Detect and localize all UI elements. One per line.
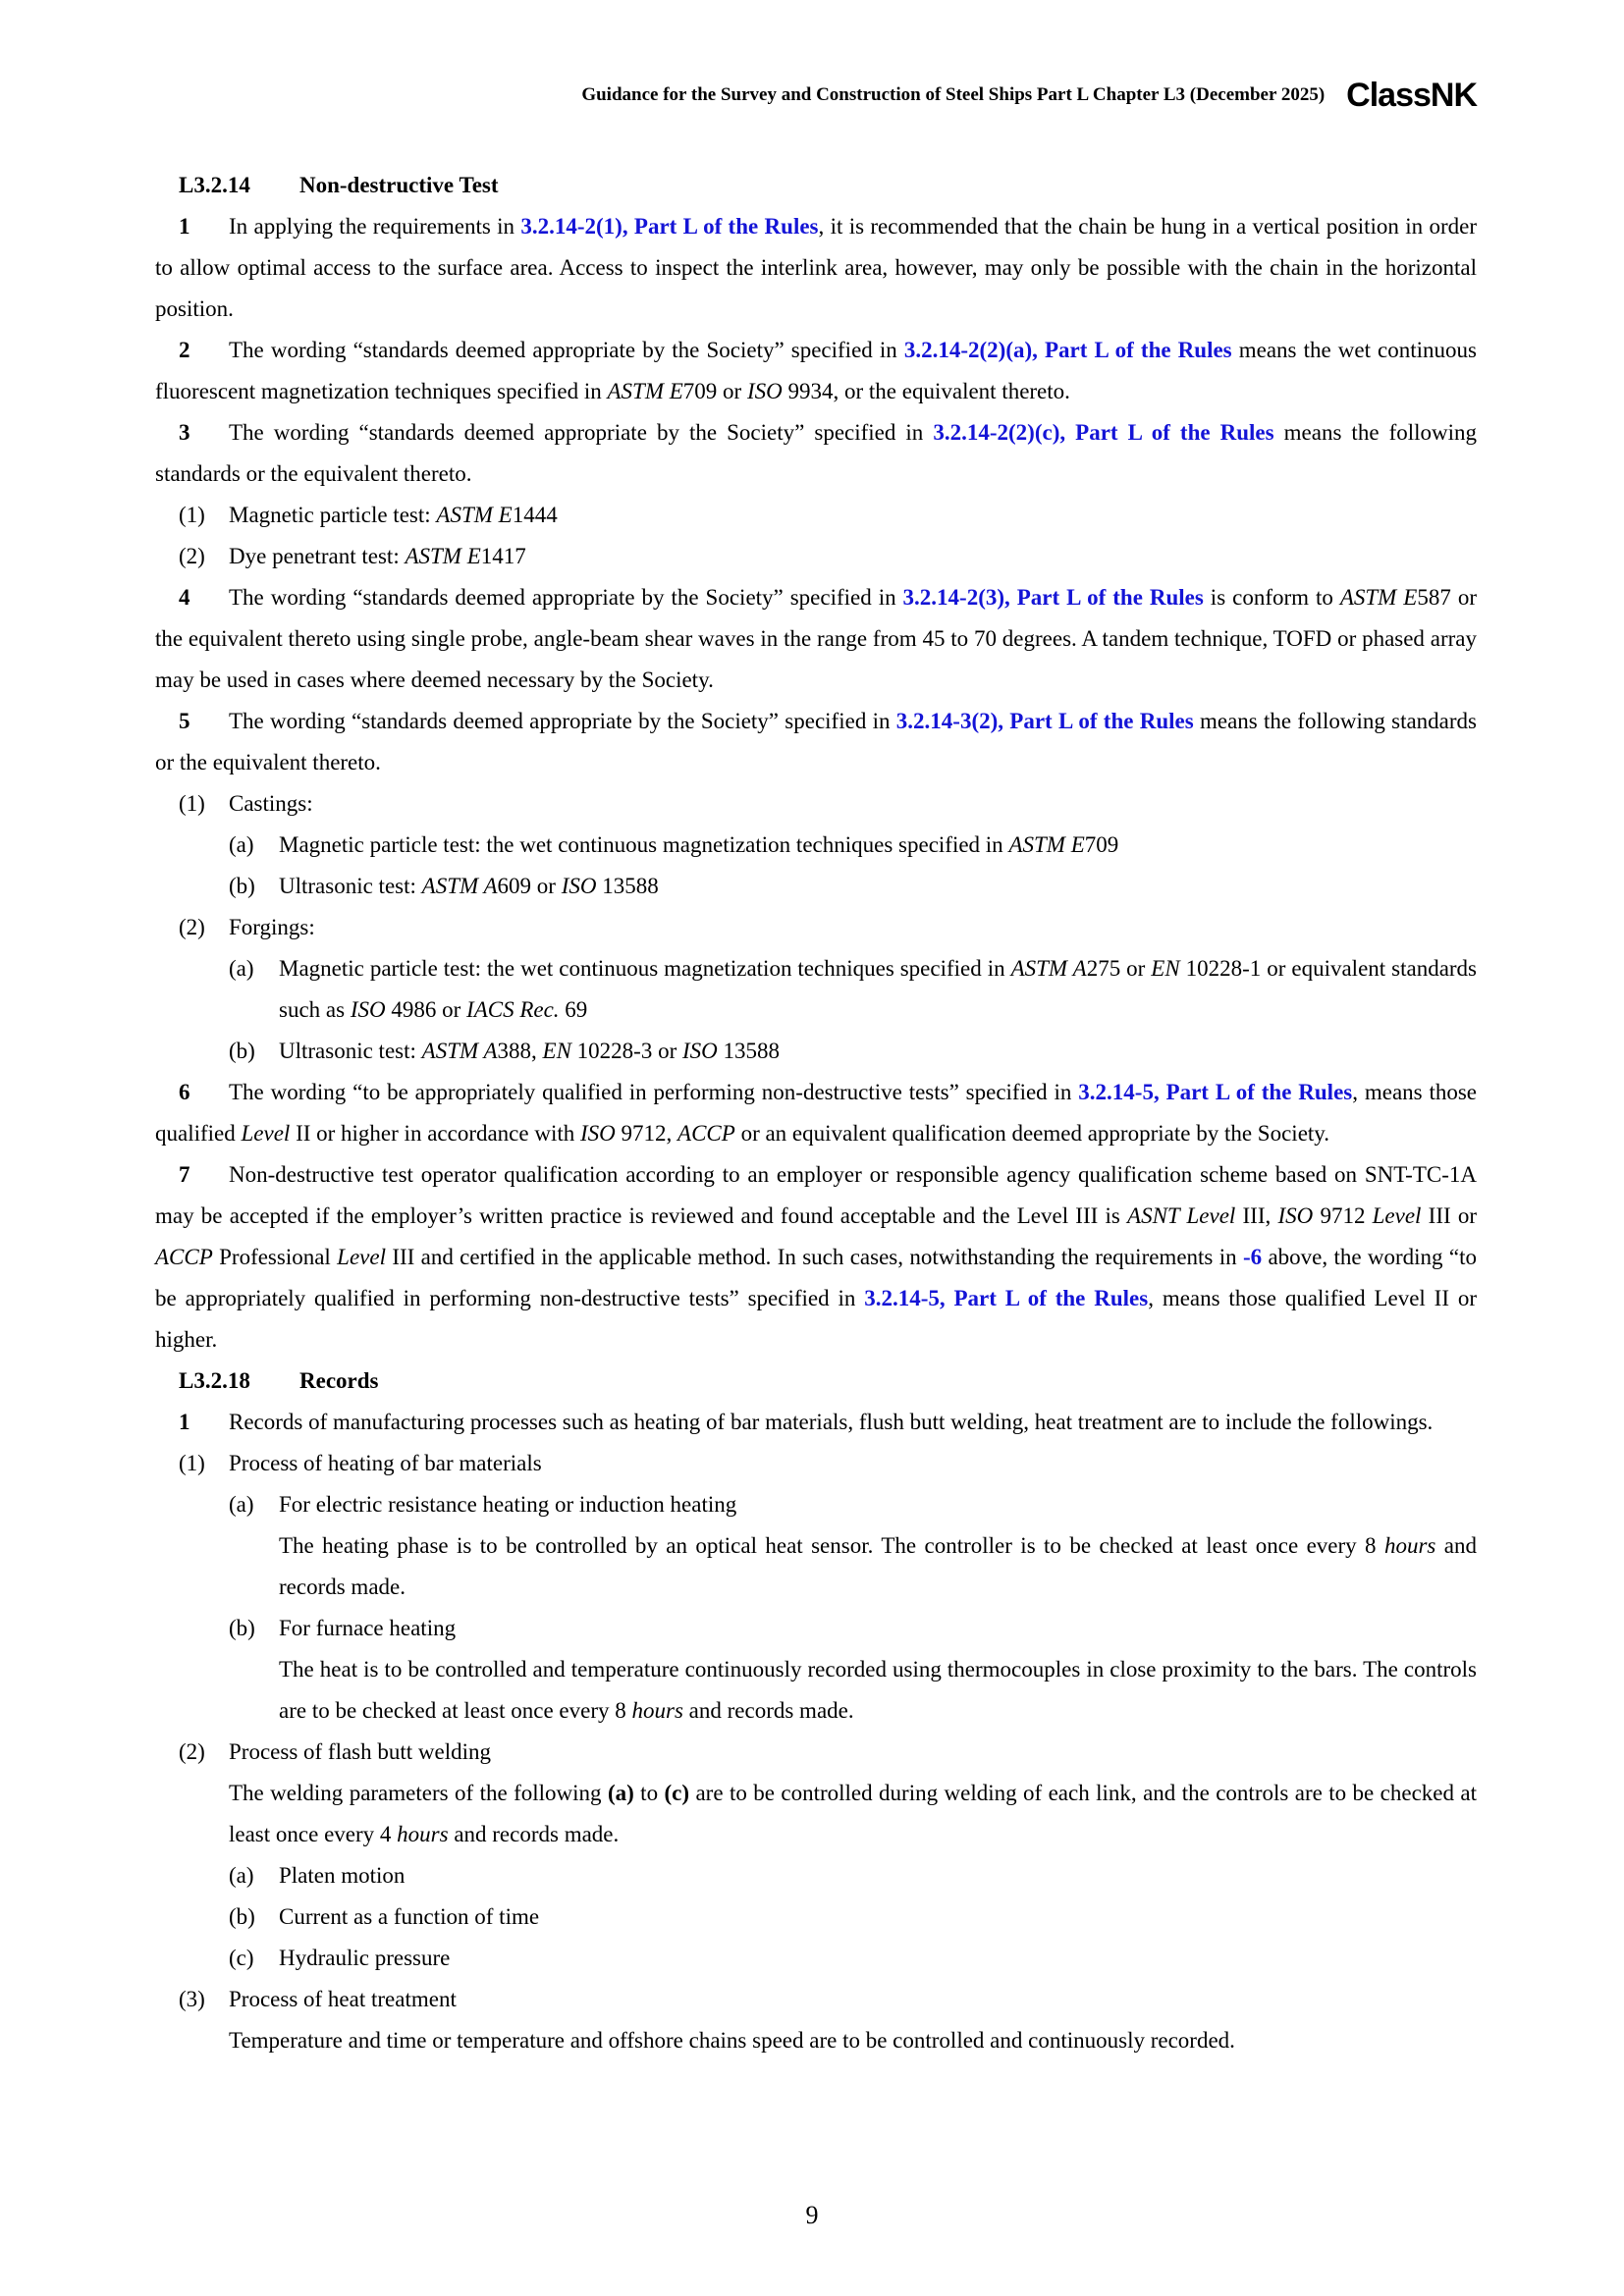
rule-reference-link[interactable]: 3.2.14-2(1), Part L of the Rules	[520, 214, 819, 239]
list-item-forgings: (2) Forgings:	[179, 915, 315, 939]
sub-list-item: (b) Current as a function of time	[229, 1904, 540, 1929]
paragraph-number: 1	[179, 1410, 190, 1434]
paragraph-1: 1 Records of manufacturing processes such as heating of bar materials, flush butt welding, heat treatment are to include the followings.	[155, 1402, 1477, 1443]
paragraph-5: 5 The wording “standards deemed appropriate by the Society” specified in 3.2.14-3(2), Part L of the Rules means the following standards or the equivalent thereto.	[155, 701, 1477, 783]
item-body: Temperature and time or temperature and offshore chains speed are to be controlled and continuously recorded.	[229, 2028, 1235, 2053]
paragraph-1: 1 In applying the requirements in 3.2.14-2(1), Part L of the Rules, it is recommended that the chain be hung in a vertical position in order to allow optimal access to the surface area. Access to inspect the interlink area, however, may only be possible with the chain in the horizontal position.	[155, 206, 1477, 330]
paragraph-number: 2	[179, 338, 190, 362]
rule-reference-link[interactable]: 3.2.14-2(2)(a), Part L of the Rules	[903, 338, 1232, 362]
list-item-castings: (1) Castings:	[179, 791, 313, 816]
paragraph-reference-link[interactable]: -6	[1242, 1245, 1263, 1269]
sub-list-item: (a) Magnetic particle test: the wet continuous magnetization techniques specified in ASTM A275 or EN 10228-1 or equivalent standards such as ISO 4986 or IACS Rec. 69	[229, 956, 1478, 1022]
list-item: (2) Process of flash butt welding	[179, 1739, 492, 1764]
section-heading-l3-2-18	[155, 1361, 1477, 1402]
section-title: Non-destructive Test	[299, 173, 499, 197]
paragraph-number: 5	[179, 709, 190, 733]
section-heading-l3-2-14	[155, 165, 1477, 206]
classnk-logo: ClassNK	[1346, 77, 1477, 114]
paragraph-4: 4 The wording “standards deemed appropriate by the Society” specified in 3.2.14-2(3), Part L of the Rules is conform to ASTM E587 or the equivalent thereto using single probe, angle-beam shear waves in the range from 45 to 70 degrees. A tandem technique, TOFD or phased array may be used in cases where deemed necessary by the Society.	[155, 577, 1477, 701]
sub-list-item: (c) Hydraulic pressure	[229, 1946, 451, 1970]
list-item: (3) Process of heat treatment	[179, 1987, 457, 2011]
rule-reference-link[interactable]: 3.2.14-3(2), Part L of the Rules	[895, 709, 1194, 733]
paragraph-number: 3	[179, 420, 190, 445]
rule-reference-link[interactable]: 3.2.14-5, Part L of the Rules	[1078, 1080, 1353, 1104]
item-body: The welding parameters of the following (a) to (c) are to be controlled during welding of each link, and the controls are to be checked at least once every 4 hours and records made.	[229, 1781, 1478, 1846]
sub-list-item: (b) Ultrasonic test: ASTM A388, EN 10228-3 or ISO 13588	[229, 1039, 781, 1063]
paragraph-number: 1	[179, 214, 190, 239]
main-content	[155, 165, 1477, 2061]
sub-list-item: (b) For furnace heating	[229, 1616, 457, 1640]
rule-reference-link[interactable]: 3.2.14-2(3), Part L of the Rules	[902, 585, 1204, 610]
sub-item-body: The heating phase is to be controlled by an optical heat sensor. The controller is to be checked at least once every 8 hours and records made.	[279, 1533, 1477, 1599]
paragraph-number: 4	[179, 585, 190, 610]
page-header	[581, 79, 1477, 112]
sub-list-item: (a) Magnetic particle test: the wet continuous magnetization techniques specified in ASTM E709	[229, 832, 1119, 857]
paragraph-2: 2 The wording “standards deemed appropriate by the Society” specified in 3.2.14-2(2)(a), Part L of the Rules means the wet continuous fluorescent magnetization techniques specified in ASTM E709 or ISO 9934, or the equivalent thereto.	[155, 330, 1477, 412]
list-item: (2) Dye penetrant test: ASTM E1417	[179, 544, 526, 568]
list-item: (1) Process of heating of bar materials	[179, 1451, 542, 1475]
page-number: 9	[805, 2201, 819, 2229]
paragraph-6: 6 The wording “to be appropriately qualified in performing non-destructive tests” specified in 3.2.14-5, Part L of the Rules, means those qualified Level II or higher in accordance with ISO 9712, ACCP or an equivalent qualification deemed appropriate by the Society.	[155, 1072, 1477, 1154]
header-title: Guidance for the Survey and Construction of Steel Ships Part L Chapter L3 (December 2025)	[581, 84, 1326, 105]
rule-reference-link[interactable]: 3.2.14-5, Part L of the Rules	[864, 1286, 1149, 1310]
paragraph-number: 6	[179, 1080, 190, 1104]
sub-list-item: (a) For electric resistance heating or induction heating	[229, 1492, 737, 1517]
sub-list-item: (b) Ultrasonic test: ASTM A609 or ISO 13588	[229, 874, 659, 898]
sub-list-item: (a) Platen motion	[229, 1863, 406, 1888]
paragraph-3: 3 The wording “standards deemed appropriate by the Society” specified in 3.2.14-2(2)(c), Part L of the Rules means the following standards or the equivalent thereto.	[155, 412, 1477, 495]
rule-reference-link[interactable]: 3.2.14-2(2)(c), Part L of the Rules	[933, 420, 1274, 445]
section-title: Records	[299, 1368, 379, 1393]
list-item: (1) Magnetic particle test: ASTM E1444	[179, 503, 558, 527]
section-number: L3.2.18	[179, 1368, 250, 1393]
sub-item-body: The heat is to be controlled and temperature continuously recorded using thermocouples in close proximity to the bars. The controls are to be checked at least once every 8 hours and records made.	[279, 1657, 1477, 1723]
section-number: L3.2.14	[179, 173, 250, 197]
paragraph-number: 7	[179, 1162, 190, 1187]
paragraph-7: 7 Non-destructive test operator qualification according to an employer or responsible agency qualification scheme based on SNT-TC-1A may be accepted if the employer’s written practice is reviewed and found acceptable and the Level III is ASNT Level III, ISO 9712 Level III or ACCP Professional Level III and certified in the applicable method. In such cases, notwithstanding the requirements in -6 above, the wording “to be appropriately qualified in performing non-destructive tests” specified in 3.2.14-5, Part L of the Rules, means those qualified Level II or higher.	[155, 1154, 1477, 1361]
